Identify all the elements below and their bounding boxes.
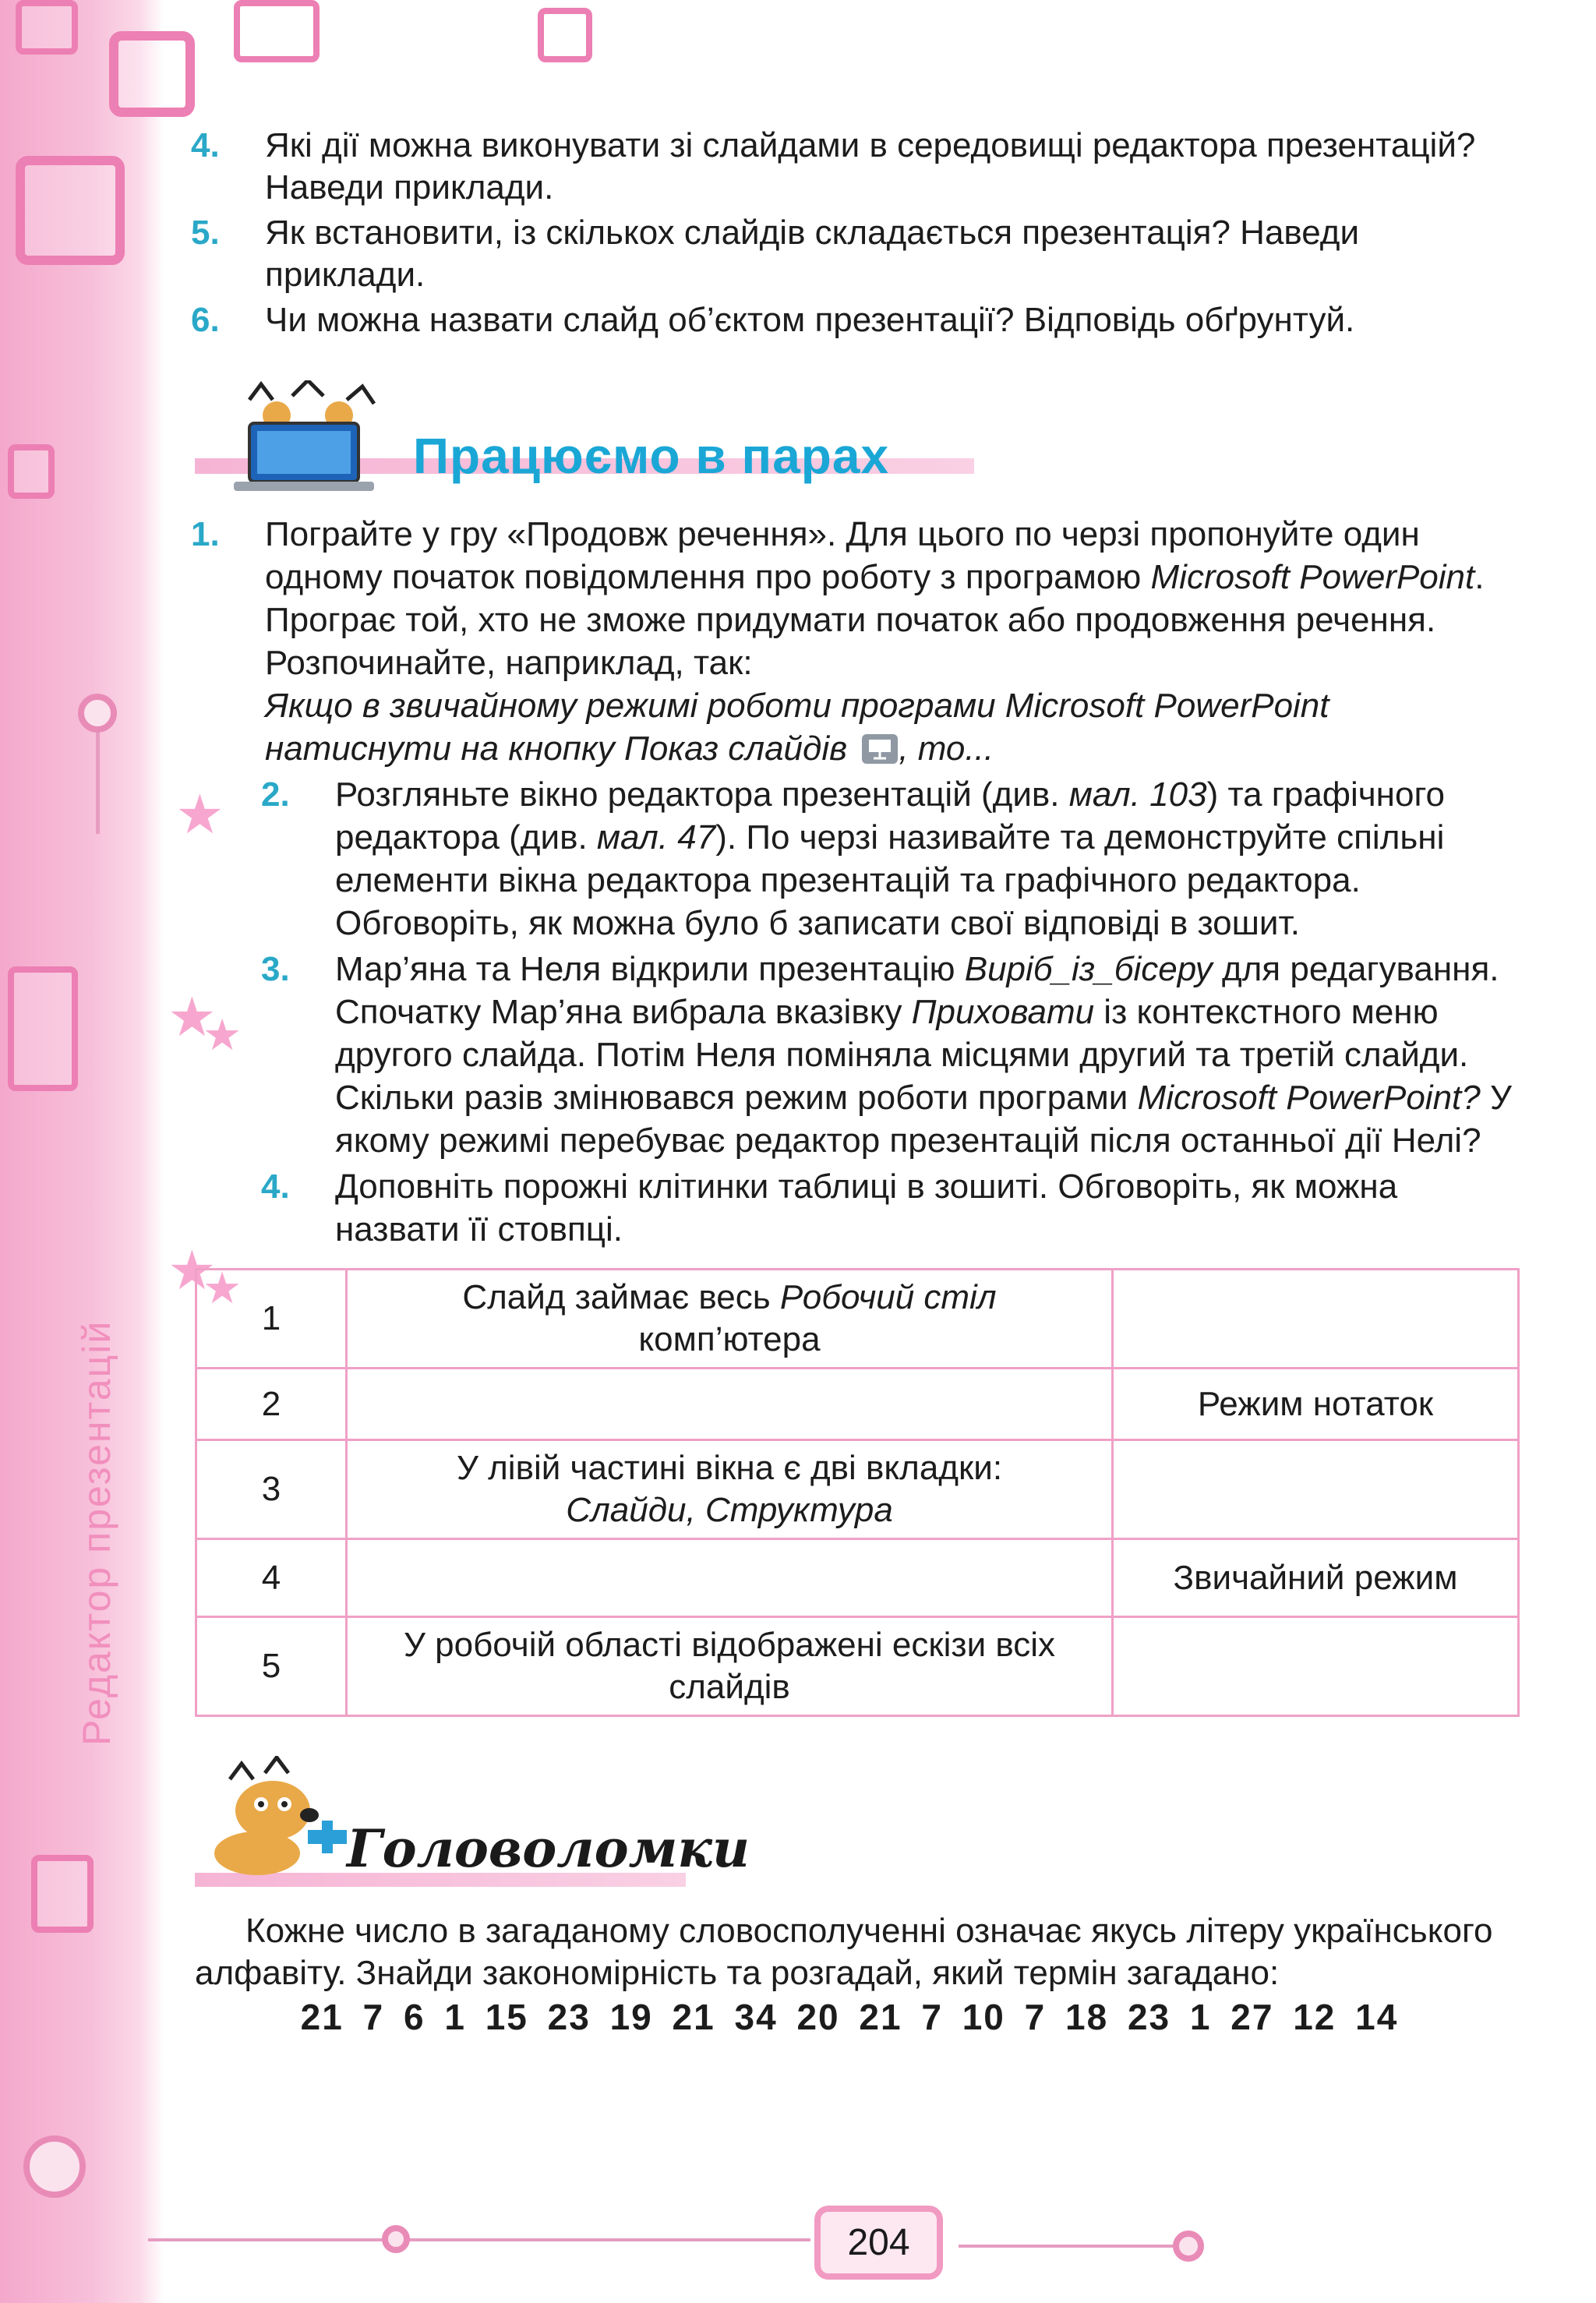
list-item [187,513,1512,770]
deco-line [96,733,100,834]
cell-text: комп’ютера [638,1320,821,1358]
question-number: 2. [261,775,290,814]
deco-line [959,2245,1185,2248]
deco-circle-icon [78,694,117,733]
file-name: Виріб_із_бісеру [964,950,1213,988]
question-number: 3. [261,950,290,988]
deco-square-icon [109,31,195,117]
deco-square-icon [16,0,78,55]
table-cell-mode [1113,1270,1519,1369]
star-icon: ★ [168,1240,217,1301]
deco-square-icon [8,444,55,499]
slideshow-button-icon [861,733,899,765]
star-icon: ★ [175,784,224,845]
list-item [187,299,1512,341]
modes-table [195,1263,1520,1717]
item-text: Розгляньте вікно редактора презентацій (див. [335,775,1069,814]
table-cell-description [347,1539,1113,1617]
pairs-section-header [187,365,1512,513]
cell-text-italic: Слайди, Структура [566,1491,893,1529]
app-name: Microsoft PowerPoint? [1137,1079,1481,1117]
example-text-end: , то... [899,729,994,768]
table-cell-mode: Режим нотаток [1113,1369,1519,1440]
left-decorative-strip [0,0,164,2303]
laptop-mascots-icon [214,380,394,497]
list-item [187,948,1512,1162]
item-text: . Програє той, хто не зможе придумати початок або продовження речення. Розпочинайте, наприклад, так: [265,558,1485,682]
item-text: Доповніть порожні клітинки таблиці в зошиті. Обговоріть, як можна назвати її стовпці. [335,1167,1398,1249]
table-row [196,1369,1519,1440]
item-text: ). По черзі називайте та демонструйте спільні елементи вікна редактора презентацій та графічного редактора. Обговоріть, як можна було б записати свої відповіді в зошит. [335,818,1445,942]
question-text: Як встановити, із скількох слайдів складається презентація? Наведи приклади. [265,214,1360,294]
table-cell-description: У робочій області відображені ескізи всіх слайдів [347,1617,1113,1716]
item-text: Мар’яна та Неля відкрили презентацію [335,950,965,988]
star-icon: ★ [168,987,217,1047]
deco-circle-icon [382,2225,410,2253]
command-name: Приховати [911,993,1095,1031]
figure-ref: мал. 47 [596,818,716,857]
item-text: із контекстного меню другого слайда. Потім Неля поміняла місцями другий та третій слайди. Скільки разів змінювався режим роботи програми [335,993,1469,1117]
question-number: 6. [191,301,220,339]
page-number-text: 204 [847,2222,910,2263]
cell-text: У лівій частині вікна є дві вкладки: [456,1449,1003,1487]
example-text: Якщо в звичайному режимі роботи програми Microsoft PowerPoint натиснути на кнопку Показ слайдів [265,687,1329,768]
list-item [187,125,1512,209]
table-cell-mode [1113,1617,1519,1716]
deco-square-icon [16,156,125,265]
question-number: 5. [191,214,220,252]
item-text: Пограйте у гру «Продовж речення». Для цього по черзі пропонуйте один одному початок повідомлення про роботу з програмою [265,515,1420,596]
table-cell-description [347,1270,1113,1369]
cell-text-italic: Робочий стіл [779,1278,997,1316]
table-cell-number: 3 [196,1440,347,1539]
item-text: У якому режимі перебуває редактор презентацій після останньої дії Нелі? [335,1079,1512,1160]
cell-text: Слайд займає весь [462,1278,780,1316]
puzzle-section-header [187,1740,1512,1896]
list-item [187,773,1512,945]
deco-circle-icon [1173,2231,1204,2262]
question-number: 4. [191,126,220,164]
puzzle-numbers: 21 7 6 1 15 23 19 21 34 20 21 7 10 7 18 23 1 27 12 14 [300,1997,1399,2037]
table-cell-number: 2 [196,1369,347,1440]
puzzle-text: Кожне число в загаданому словосполученні означає якусь літеру українського алфавіту. Знайди закономірність та розгадай, який термін загадано: [195,1912,1493,1992]
side-label: Редактор презентацій [75,1319,118,1746]
page-number [814,2206,943,2280]
star-icon: ★ [203,1263,242,1312]
question-number: 4. [261,1167,290,1206]
deco-square-icon [234,0,320,62]
table-row [196,1440,1519,1539]
table-row [196,1539,1519,1617]
table-cell-description [347,1440,1113,1539]
table-cell-number: 4 [196,1539,347,1617]
item-text: ) та графічного редактора (див. [335,775,1446,857]
star-icon: ★ [203,1010,242,1059]
deco-square-icon [8,966,78,1091]
dog-puzzle-icon [199,1756,355,1888]
item-text: для редагування. Спочатку Мар’яна вибрала вказівку [335,950,1499,1031]
question-text: Чи можна назвати слайд об’єктом презентації? Відповідь обґрунтуй. [265,301,1355,339]
table-row [196,1617,1519,1716]
page-content [187,125,1512,2038]
table-cell-description [347,1369,1113,1440]
question-number: 1. [191,515,220,553]
list-item [187,1165,1512,1251]
question-text: Які дії можна виконувати зі слайдами в середовищі редактора презентацій? Наведи приклади. [265,126,1476,207]
deco-line [148,2238,810,2241]
table-cell-number: 1 [196,1270,347,1369]
table-cell-mode: Звичайний режим [1113,1539,1519,1617]
table-cell-number: 5 [196,1617,347,1716]
deco-circle-icon [23,2135,86,2198]
table-row [196,1270,1519,1369]
app-name: Microsoft PowerPoint [1150,558,1475,596]
deco-square-icon [538,8,592,62]
section-title: Працюємо в парах [413,428,890,484]
deco-square-icon [31,1855,94,1933]
table-cell-mode [1113,1440,1519,1539]
puzzle-title: Головоломки [347,1818,750,1879]
list-item [187,212,1512,296]
figure-ref: мал. 103 [1068,775,1207,814]
question-list [187,125,1512,341]
